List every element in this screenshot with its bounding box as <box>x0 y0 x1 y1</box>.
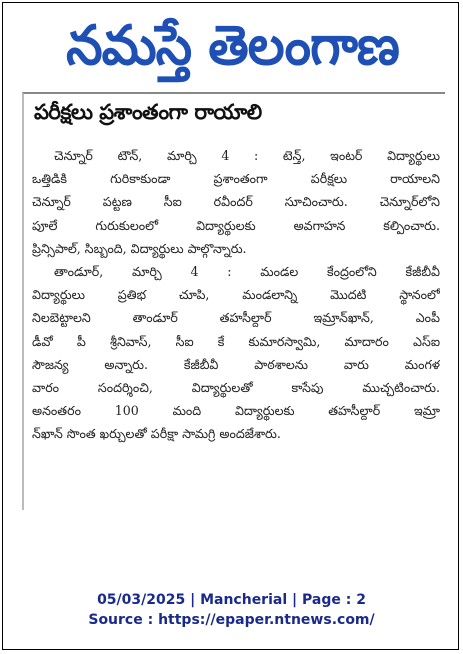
article-line: విద్యార్థులు ప్రతిభ చూపి, మండలాన్ని మొదటి స్థానంలో <box>32 287 440 303</box>
article-line: సౌజన్య అన్నారు. కేజీబీవీ పాఠశాలను వారు మంగళ <box>32 356 440 372</box>
article-line: న్‌ఖాన్ సొంత ఖర్చులతో పరీక్షా సామగ్రి అందజేశారు. <box>32 426 281 442</box>
article-line: అనంతరం 100 మంది విద్యార్థులకు తహసీల్దార్ ఇమ్రా <box>32 403 440 419</box>
footer-date-edition: 05/03/2025 | Mancherial | Page : 2 <box>97 592 366 608</box>
article-line: ప్రిన్సిపాల్, సిబ్బంది, విద్యార్థులు పాల్గొన్నారు. <box>32 240 247 256</box>
article-line: తాండూర్, మార్చి 4 : మండల కేంద్రంలోని కేజీబీవీ <box>54 264 440 280</box>
article-line: నిలబెట్టాలని తాండూర్ తహసీల్దార్ ఇమ్రాన్‌ఖాన్, ఎంపీ <box>32 310 440 326</box>
news-clipping <box>22 92 445 510</box>
masthead-title: నమస్తే తెలంగాణ <box>66 14 399 78</box>
article-line: వారం సందర్శించి, విద్యార్థులతో కాసేపు ముచ్చటించారు. <box>32 380 440 396</box>
article-line: పూలే గురుకులంలో విద్యార్థులకు అవగాహన కల్పించారు. <box>32 217 440 233</box>
article-line: చెన్నూర్ టౌన్, మార్చి 4 : టెన్త్, ఇంటర్ విద్యార్థులు <box>54 148 440 163</box>
article-body <box>32 144 440 446</box>
article-line: ఒత్తిడికి గురికాకుండా ప్రశాంతంగా పరీక్షలు రాయాలని <box>32 171 440 187</box>
article-line: చెన్నూర్ పట్టణ సీఐ రవీందర్ సూచించారు. చెన్నూర్‌లోని <box>32 194 440 210</box>
article-headline: పరీక్షలు ప్రశాంతంగా రాయాలి <box>34 100 262 124</box>
masthead <box>20 8 445 84</box>
article-line: డీవో పీ శ్రీనివాస్, సీఐ కే కుమారస్వామి, మాదారం ఎస్ఐ <box>32 333 440 349</box>
footer-source: Source : https://epaper.ntnews.com/ <box>88 612 375 628</box>
